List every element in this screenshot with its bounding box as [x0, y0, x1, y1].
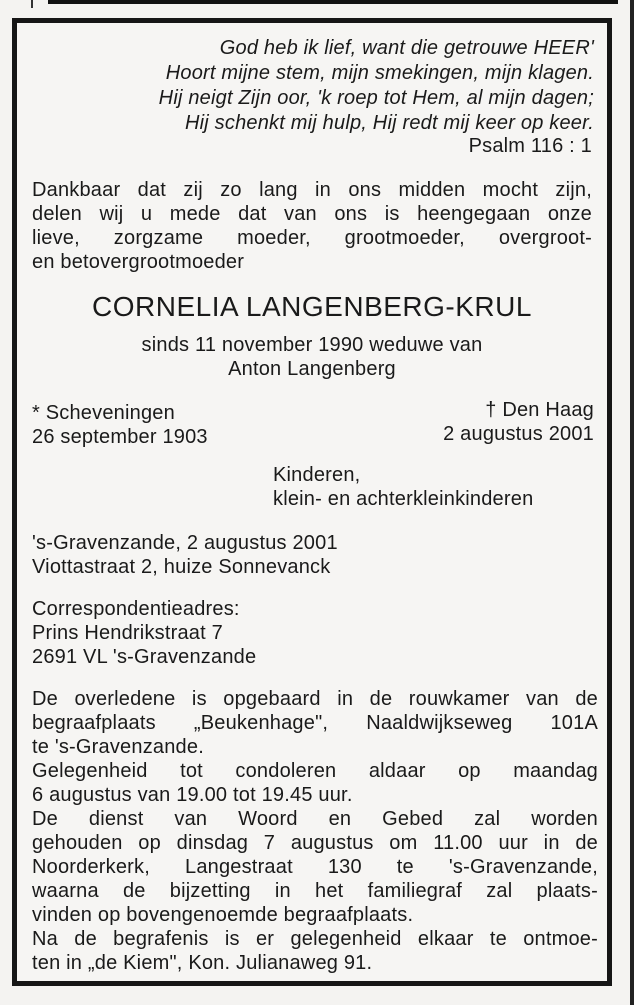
right-edge-rule [630, 0, 634, 1005]
details-line-5: 6 augustus van 19.00 tot 19.45 uur. [32, 784, 353, 806]
death-place: † Den Haag [485, 399, 594, 421]
widow-line-2: Anton Langenberg [228, 358, 396, 380]
deceased-name: CORNELIA LANGENBERG-KRUL [92, 291, 532, 322]
poem-line-4: Hij schenkt mij hulp, Hij redt mij keer op keer. [185, 112, 594, 134]
birth-date: 26 september 1903 [32, 426, 208, 448]
intro-line-2: delen wij u mede dat van ons is heengegaan onze [32, 203, 592, 225]
poem-line-3: Hij neigt Zijn oor, 'k roep tot Hem, al mijn dagen; [158, 87, 594, 109]
details-line-3: te 's-Gravenzande. [32, 736, 204, 758]
intro-line-1: Dankbaar dat zij zo lang in ons midden mocht zijn, [32, 179, 592, 201]
details-line-10: vinden op bovengenoemde begraafplaats. [32, 904, 414, 926]
family-line-1: Kinderen, [273, 464, 361, 486]
correspondence-postal: 2691 VL 's-Gravenzande [32, 646, 257, 668]
top-tick-mark [31, 0, 33, 8]
details-line-8: Noorderkerk, Langestraat 130 te 's-Gravenzande, [32, 856, 598, 878]
details-line-1: De overledene is opgebaard in de rouwkamer van de [32, 688, 598, 710]
details-line-12: ten in „de Kiem", Kon. Julianaweg 91. [32, 952, 373, 974]
poem-line-2: Hoort mijne stem, mijn smekingen, mijn klagen. [165, 62, 594, 84]
details-line-9: waarna de bijzetting in het familiegraf zal plaats- [32, 880, 598, 902]
family-line-2: klein- en achterkleinkinderen [273, 488, 534, 510]
address-place-date: 's-Gravenzande, 2 augustus 2001 [32, 532, 338, 554]
details-line-11: Na de begrafenis is er gelegenheid elkaar te ontmoe- [32, 928, 598, 950]
address-street: Viottastraat 2, huize Sonnevanck [32, 556, 331, 578]
birth-place: * Scheveningen [32, 402, 175, 424]
death-date: 2 augustus 2001 [443, 423, 594, 445]
details-line-6: De dienst van Woord en Gebed zal worden [32, 808, 598, 830]
intro-line-3: lieve, zorgzame moeder, grootmoeder, overgroot- [32, 227, 592, 249]
correspondence-street: Prins Hendrikstraat 7 [32, 622, 223, 644]
details-line-4: Gelegenheid tot condoleren aldaar op maandag [32, 760, 598, 782]
poem-line-1: God heb ik lief, want die getrouwe HEER' [219, 37, 594, 59]
intro-line-4: en betovergrootmoeder [32, 251, 245, 273]
correspondence-label: Correspondentieadres: [32, 598, 240, 620]
top-rule [48, 0, 618, 4]
poem-source: Psalm 116 : 1 [468, 135, 592, 157]
details-line-2: begraafplaats „Beukenhage", Naaldwijkseweg 101A [32, 712, 598, 734]
widow-line-1: sinds 11 november 1990 weduwe van [141, 334, 483, 356]
details-line-7: gehouden op dinsdag 7 augustus om 11.00 uur in de [32, 832, 598, 854]
